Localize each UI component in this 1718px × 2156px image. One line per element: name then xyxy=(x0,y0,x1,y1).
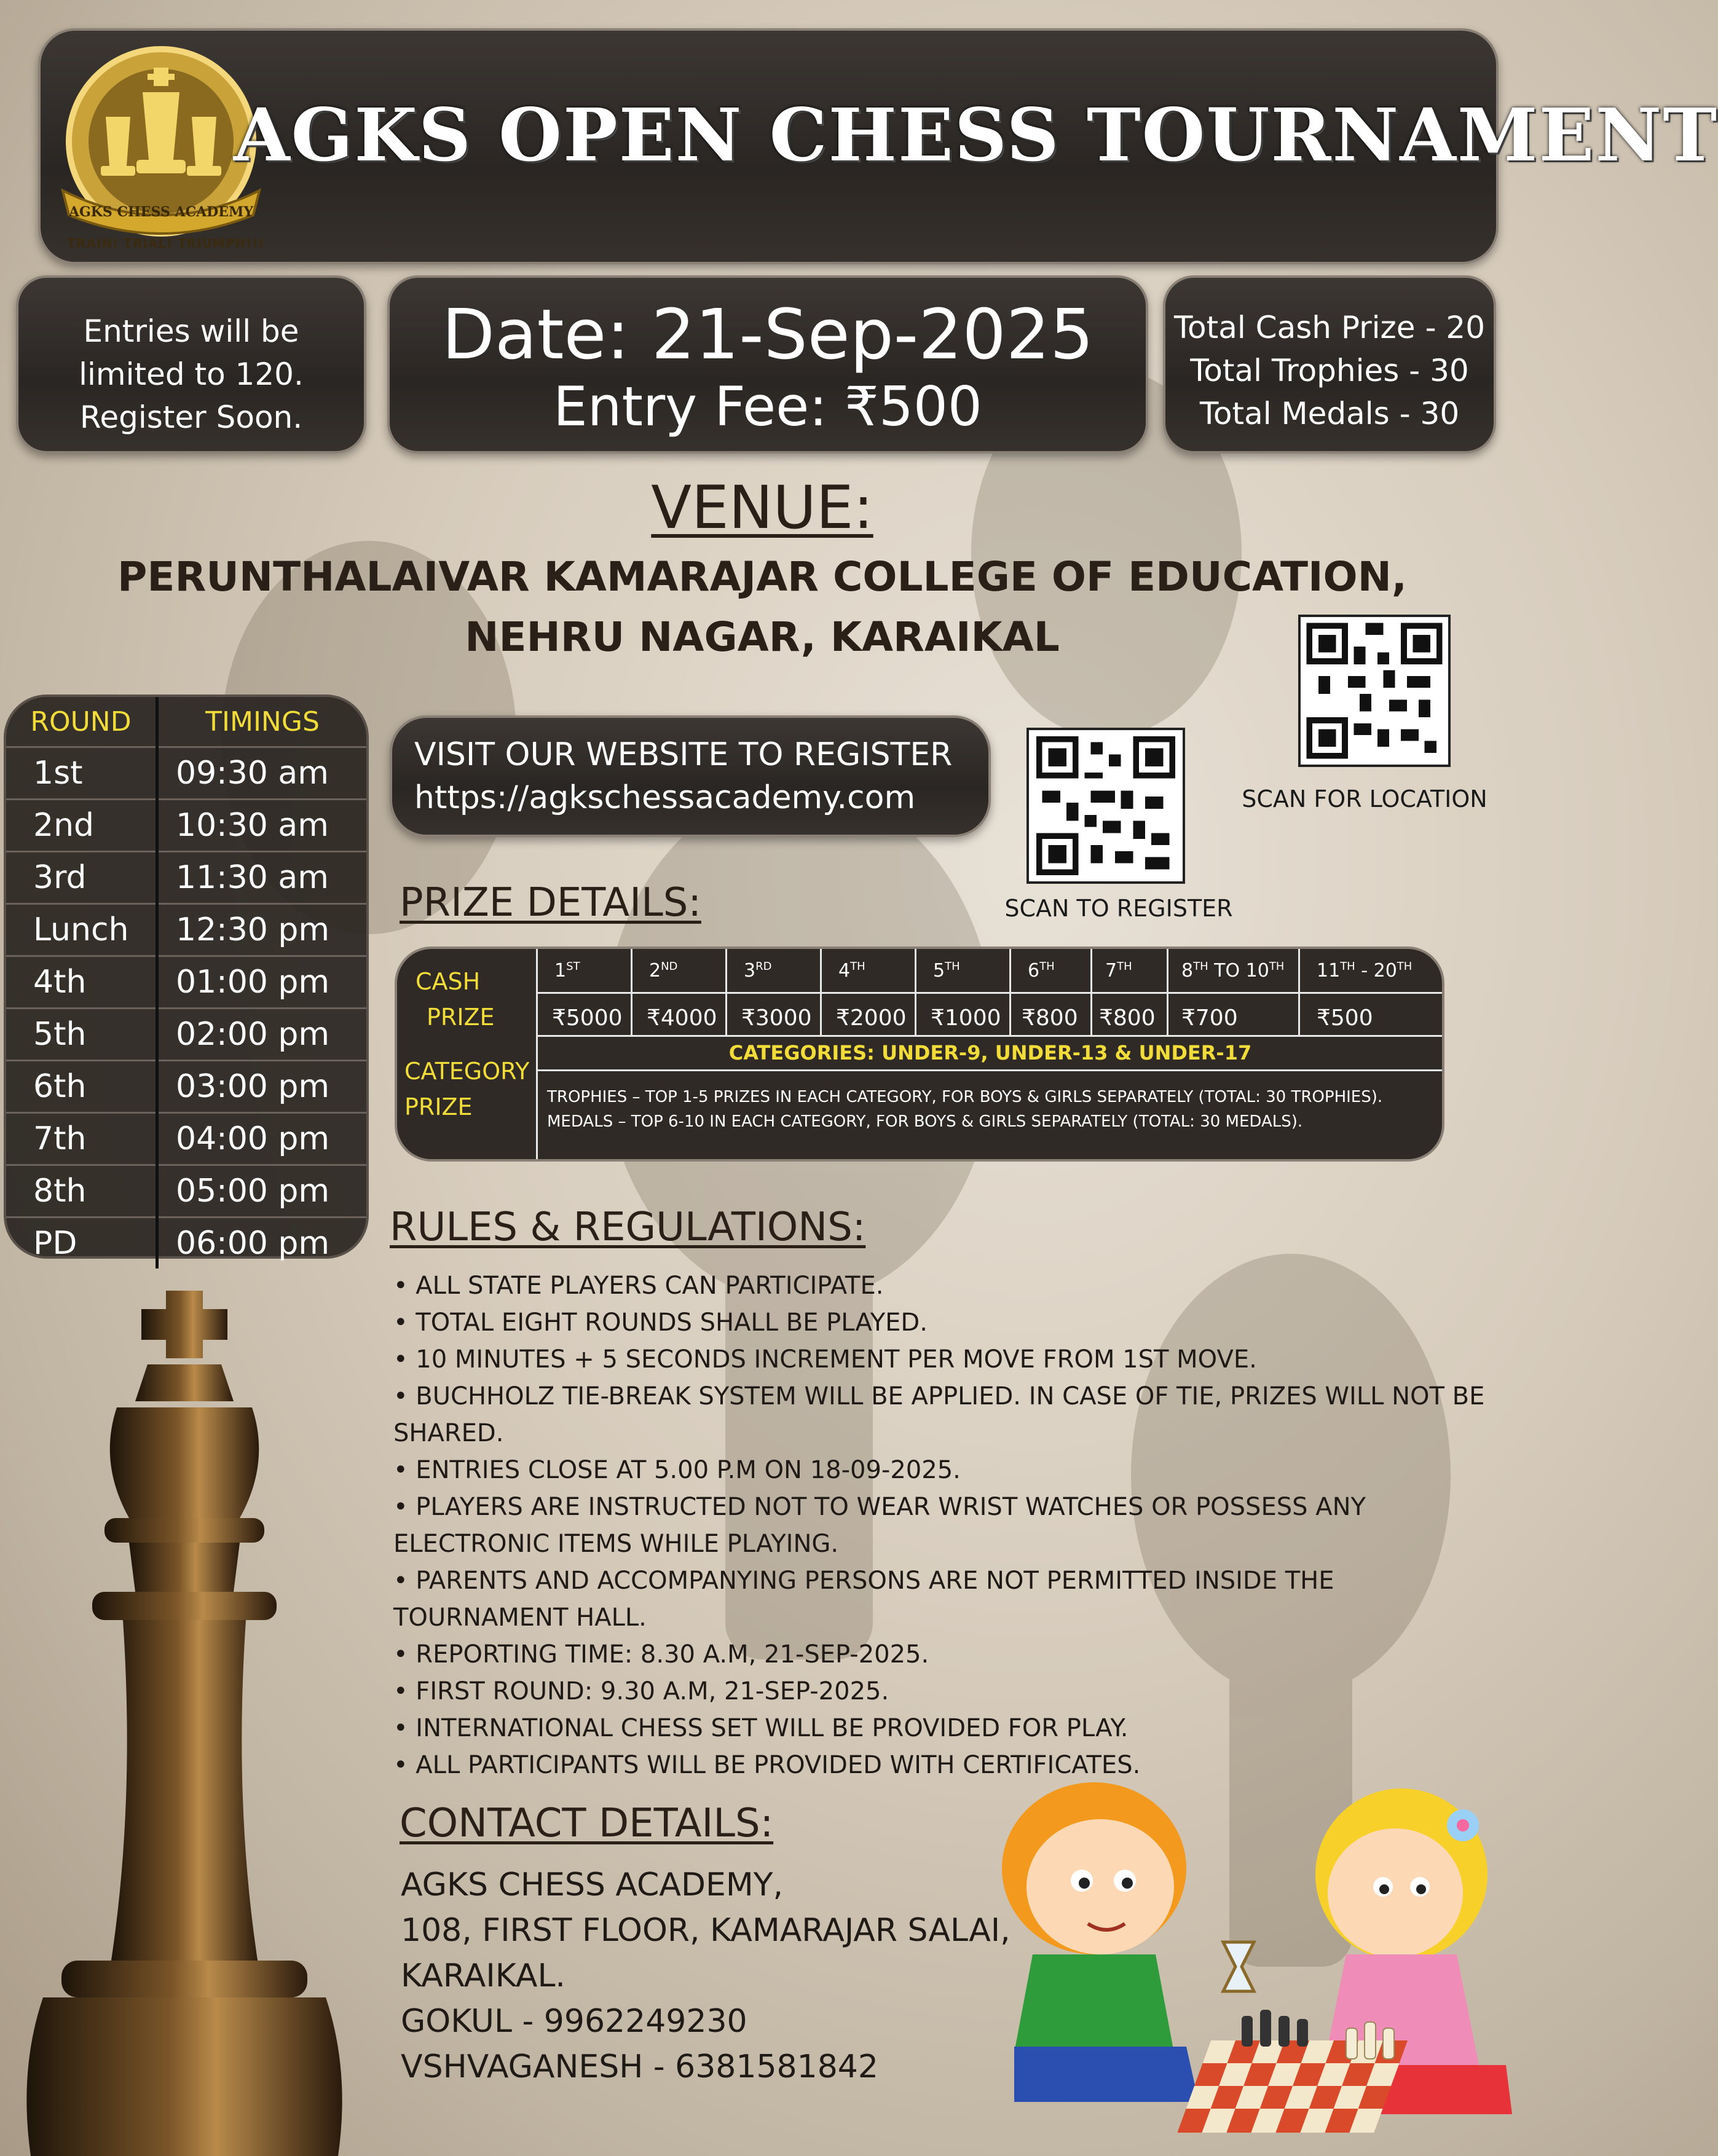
time-cell: 05:00 pm xyxy=(157,1165,366,1218)
trophies-note: TROPHIES – TOP 1-5 PRIZES IN EACH CATEGORY, FOR BOYS & GIRLS SEPARATELY (TOTAL: 30 TROPHIES). xyxy=(547,1088,1383,1106)
tournament-date: Date: 21-Sep-2025 xyxy=(441,295,1094,375)
time-cell: 04:00 pm xyxy=(157,1113,366,1165)
register-qr-code-icon[interactable] xyxy=(1026,728,1185,884)
categories-line: CATEGORIES: UNDER-9, UNDER-13 & UNDER-17 xyxy=(728,1041,1252,1064)
logo-text: AGKS CHESS ACADEMY xyxy=(68,204,254,220)
round-cell: PD xyxy=(6,1218,157,1269)
round-cell: 5th xyxy=(6,1009,157,1061)
table-row xyxy=(6,956,366,1009)
round-cell: 4th xyxy=(6,956,157,1009)
time-cell: 01:00 pm xyxy=(157,956,366,1009)
page-title: AGKS OPEN CHESS TOURNAMENT xyxy=(234,92,1718,178)
table-row xyxy=(6,1061,366,1113)
table-row xyxy=(6,747,366,800)
entry-fee: Entry Fee: ₹500 xyxy=(553,375,982,438)
prize-amount: ₹1000 xyxy=(931,1005,1001,1031)
rank-header: 2ND xyxy=(649,960,678,982)
contact-line: KARAIKAL. xyxy=(401,1957,565,1994)
round-cell: 8th xyxy=(6,1165,157,1218)
prize-amount: ₹4000 xyxy=(647,1005,717,1031)
venue-address-line: NEHRU NAGAR, KARAIKAL xyxy=(465,613,1060,661)
chess-king-icon xyxy=(18,1285,387,2156)
rank-header: 6TH xyxy=(1028,960,1055,982)
round-cell: Lunch xyxy=(6,904,157,956)
prize-amount: ₹5000 xyxy=(552,1005,623,1031)
website-link[interactable]: https://agkschessacademy.com xyxy=(414,779,916,816)
scan-to-register-label: SCAN TO REGISTER xyxy=(1004,895,1233,922)
contact-line: 108, FIRST FLOOR, KAMARAJAR SALAI, xyxy=(401,1912,1011,1949)
round-cell: 6th xyxy=(6,1061,157,1113)
table-row xyxy=(6,800,366,852)
list-item: • REPORTING TIME: 8.30 A.M, 21-SEP-2025. xyxy=(393,1640,929,1669)
rank-header: 4TH xyxy=(838,960,865,982)
entries-line: Entries will be xyxy=(83,313,299,349)
time-cell: 02:00 pm xyxy=(157,1009,366,1061)
time-cell: 06:00 pm xyxy=(157,1218,366,1269)
kids-playing-chess-illustration xyxy=(977,1758,1518,2151)
rank-header: 11TH - 20TH xyxy=(1317,960,1413,982)
round-cell: 3rd xyxy=(6,852,157,904)
round-cell: 2nd xyxy=(6,800,157,852)
prize-amount: ₹2000 xyxy=(836,1005,907,1031)
list-item: • FIRST ROUND: 9.30 A.M, 21-SEP-2025. xyxy=(393,1677,889,1706)
total-trophies: Total Trophies - 30 xyxy=(1190,353,1469,388)
list-item: • TOTAL EIGHT ROUNDS SHALL BE PLAYED. xyxy=(393,1308,928,1337)
location-qr-code-icon[interactable] xyxy=(1298,615,1451,767)
contact-heading: CONTACT DETAILS: xyxy=(400,1801,774,1846)
scan-for-location-label: SCAN FOR LOCATION xyxy=(1242,785,1487,812)
table-row xyxy=(6,852,366,904)
website-register-box[interactable] xyxy=(390,715,991,837)
total-medals: Total Medals - 30 xyxy=(1199,396,1460,431)
rank-header: 7TH xyxy=(1105,960,1132,982)
time-cell: 11:30 am xyxy=(157,852,366,904)
round-cell: 7th xyxy=(6,1113,157,1165)
table-row xyxy=(6,1218,366,1269)
table-row xyxy=(6,1165,366,1218)
time-cell: 12:30 pm xyxy=(157,904,366,956)
list-item: • INTERNATIONAL CHESS SET WILL BE PROVIDED FOR PLAY. xyxy=(393,1714,1129,1742)
prize-totals-box xyxy=(1163,275,1496,454)
list-item: • ALL PARTICIPANTS WILL BE PROVIDED WITH CERTIFICATES. xyxy=(393,1751,1141,1779)
venue-heading: VENUE: xyxy=(651,473,873,542)
table-row xyxy=(6,1113,366,1165)
table-row xyxy=(6,904,366,956)
category-prize-label: CATEGORY PRIZE xyxy=(404,1058,530,1120)
time-cell: 10:30 am xyxy=(157,800,366,852)
time-cell: 09:30 am xyxy=(157,747,366,800)
prize-amount: ₹800 xyxy=(1099,1005,1156,1031)
website-label: VISIT OUR WEBSITE TO REGISTER xyxy=(414,736,953,773)
contact-line: AGKS CHESS ACADEMY, xyxy=(401,1867,783,1903)
date-fee-box xyxy=(387,275,1148,454)
table-row xyxy=(6,1009,366,1061)
list-item: • PLAYERS ARE INSTRUCTED NOT TO WEAR WRIST WATCHES OR POSSESS ANY ELECTRONIC ITEMS WHILE PLAYING. xyxy=(393,1493,1366,1558)
prize-details-table xyxy=(395,946,1444,1162)
rank-header: 8TH TO 10TH xyxy=(1181,960,1285,982)
total-cash-prize: Total Cash Prize - 20 xyxy=(1173,310,1486,345)
round-timings-table xyxy=(4,694,369,1262)
time-cell: 03:00 pm xyxy=(157,1061,366,1113)
contact-phone[interactable]: VSHVAGANESH - 6381581842 xyxy=(401,2048,878,2085)
rank-header: 1ST xyxy=(554,960,580,982)
prize-amount: ₹800 xyxy=(1022,1005,1078,1031)
entries-limit-box xyxy=(16,275,366,454)
list-item: • ALL STATE PLAYERS CAN PARTICIPATE. xyxy=(393,1272,884,1300)
contact-details xyxy=(401,1862,1011,2090)
timings-column-header: TIMINGS xyxy=(157,697,366,747)
entries-line: Register Soon. xyxy=(79,399,303,435)
logo-tagline: TRAIN! TRIAL! TRIUMPH!!! xyxy=(67,236,265,251)
list-item: • PARENTS AND ACCOMPANYING PERSONS ARE NOT PERMITTED INSIDE THE TOURNAMENT HALL. xyxy=(393,1567,1334,1632)
venue-address-line: PERUNTHALAIVAR KAMARAJAR COLLEGE OF EDUCATION, xyxy=(117,553,1407,600)
rank-header: 3RD xyxy=(744,960,772,982)
prize-amount: ₹500 xyxy=(1317,1005,1373,1031)
list-item: • 10 MINUTES + 5 SECONDS INCREMENT PER MOVE FROM 1ST MOVE. xyxy=(393,1345,1257,1374)
round-cell: 1st xyxy=(6,747,157,800)
entries-line: limited to 120. xyxy=(79,356,304,392)
rules-heading: RULES & REGULATIONS: xyxy=(390,1205,866,1250)
cash-prize-label: CASH PRIZE xyxy=(416,968,495,1031)
list-item: • BUCHHOLZ TIE-BREAK SYSTEM WILL BE APPLIED. IN CASE OF TIE, PRIZES WILL NOT BE SHARED. xyxy=(393,1382,1485,1447)
rank-header: 5TH xyxy=(933,960,960,982)
rules-list xyxy=(393,1267,1487,1784)
prize-amount: ₹3000 xyxy=(741,1005,812,1031)
contact-phone[interactable]: GOKUL - 9962249230 xyxy=(401,2003,747,2040)
prize-details-heading: PRIZE DETAILS: xyxy=(400,880,701,926)
prize-amount: ₹700 xyxy=(1181,1005,1238,1031)
list-item: • ENTRIES CLOSE AT 5.00 P.M ON 18-09-2025. xyxy=(393,1456,961,1484)
medals-note: MEDALS – TOP 6-10 IN EACH CATEGORY, FOR BOYS & GIRLS SEPARATELY (TOTAL: 30 MEDALS). xyxy=(547,1112,1303,1131)
round-column-header: ROUND xyxy=(30,706,132,738)
